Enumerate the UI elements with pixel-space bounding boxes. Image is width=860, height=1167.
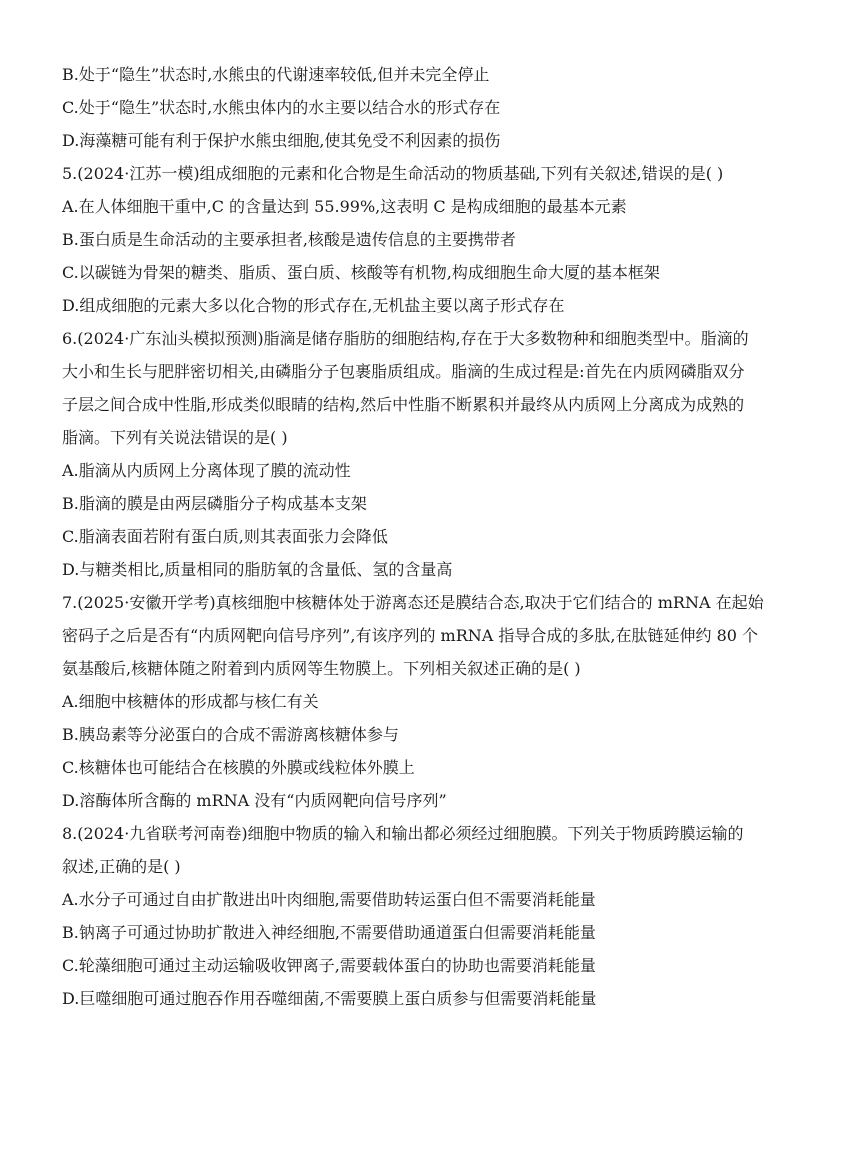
question-7-stem-line: 密码子之后是否有“内质网靶向信号序列”,有该序列的 mRNA 指导合成的多肽,在肽链延伸约 80 个 [62,626,759,645]
option-5d: D.组成细胞的元素大多以化合物的形式存在,无机盐主要以离子形式存在 [62,296,565,315]
option-6b: B.脂滴的膜是由两层磷脂分子构成基本支架 [62,494,367,513]
option-4d: D.海藻糖可能有利于保护水熊虫细胞,使其免受不利因素的损伤 [62,131,501,150]
option-5a: A.在人体细胞干重中,C 的含量达到 55.99%,这表明 C 是构成细胞的最基本元素 [62,197,627,216]
option-8b: B.钠离子可通过协助扩散进入神经细胞,不需要借助通道蛋白但需要消耗能量 [62,923,596,942]
question-6-stem-line: 6.(2024·广东汕头模拟预测)脂滴是储存脂肪的细胞结构,存在于大多数物种和细胞类型中。脂滴的 [62,329,749,348]
option-7b: B.胰岛素等分泌蛋白的合成不需游离核糖体参与 [62,725,399,744]
question-5-stem: 5.(2024·江苏一模)组成细胞的元素和化合物是生命活动的物质基础,下列有关叙述,错误的是( ) [62,164,724,183]
question-6-stem-line: 脂滴。下列有关说法错误的是( ) [62,428,288,447]
option-8d: D.巨噬细胞可通过胞吞作用吞噬细菌,不需要膜上蛋白质参与但需要消耗能量 [62,989,597,1008]
option-7c: C.核糖体也可能结合在核膜的外膜或线粒体外膜上 [62,758,415,777]
question-6-stem-line: 子层之间合成中性脂,形成类似眼睛的结构,然后中性脂不断累积并最终从内质网上分离成为成熟的 [62,395,745,414]
question-6 [62,322,802,586]
question-8 [62,817,802,1015]
option-6a: A.脂滴从内质网上分离体现了膜的流动性 [62,461,351,480]
question-8-stem-line: 8.(2024·九省联考河南卷)细胞中物质的输入和输出都必须经过细胞膜。下列关于物质跨膜运输的 [62,824,744,843]
option-5c: C.以碳链为骨架的糖类、脂质、蛋白质、核酸等有机物,构成细胞生命大厦的基本框架 [62,263,660,282]
option-5b: B.蛋白质是生命活动的主要承担者,核酸是遗传信息的主要携带者 [62,230,516,249]
question-7-stem-line: 氨基酸后,核糖体随之附着到内质网等生物膜上。下列相关叙述正确的是( ) [62,659,581,678]
question-7-stem-line: 7.(2025·安徽开学考)真核细胞中核糖体处于游离态还是膜结合态,取决于它们结合的 mRNA 在起始 [62,593,764,612]
option-6d: D.与糖类相比,质量相同的脂肪氧的含量低、氢的含量高 [62,560,453,579]
option-6c: C.脂滴表面若附有蛋白质,则其表面张力会降低 [62,527,388,546]
option-8a: A.水分子可通过自由扩散进出叶肉细胞,需要借助转运蛋白但不需要消耗能量 [62,890,596,909]
option-8c: C.轮藻细胞可通过主动运输吸收钾离子,需要载体蛋白的协助也需要消耗能量 [62,956,596,975]
question-7 [62,586,802,817]
question-8-stem-line: 叙述,正确的是( ) [62,857,181,876]
question-4-continued [62,58,802,157]
option-4c: C.处于“隐生”状态时,水熊虫体内的水主要以结合水的形式存在 [62,98,501,117]
exam-page [62,58,802,1015]
option-4b: B.处于“隐生”状态时,水熊虫的代谢速率较低,但并未完全停止 [62,65,490,84]
question-6-stem-line: 大小和生长与肥胖密切相关,由磷脂分子包裹脂质组成。脂滴的生成过程是:首先在内质网磷脂双分 [62,362,745,381]
option-7d: D.溶酶体所含酶的 mRNA 没有“内质网靶向信号序列” [62,791,447,810]
option-7a: A.细胞中核糖体的形成都与核仁有关 [62,692,319,711]
question-5 [62,157,802,322]
